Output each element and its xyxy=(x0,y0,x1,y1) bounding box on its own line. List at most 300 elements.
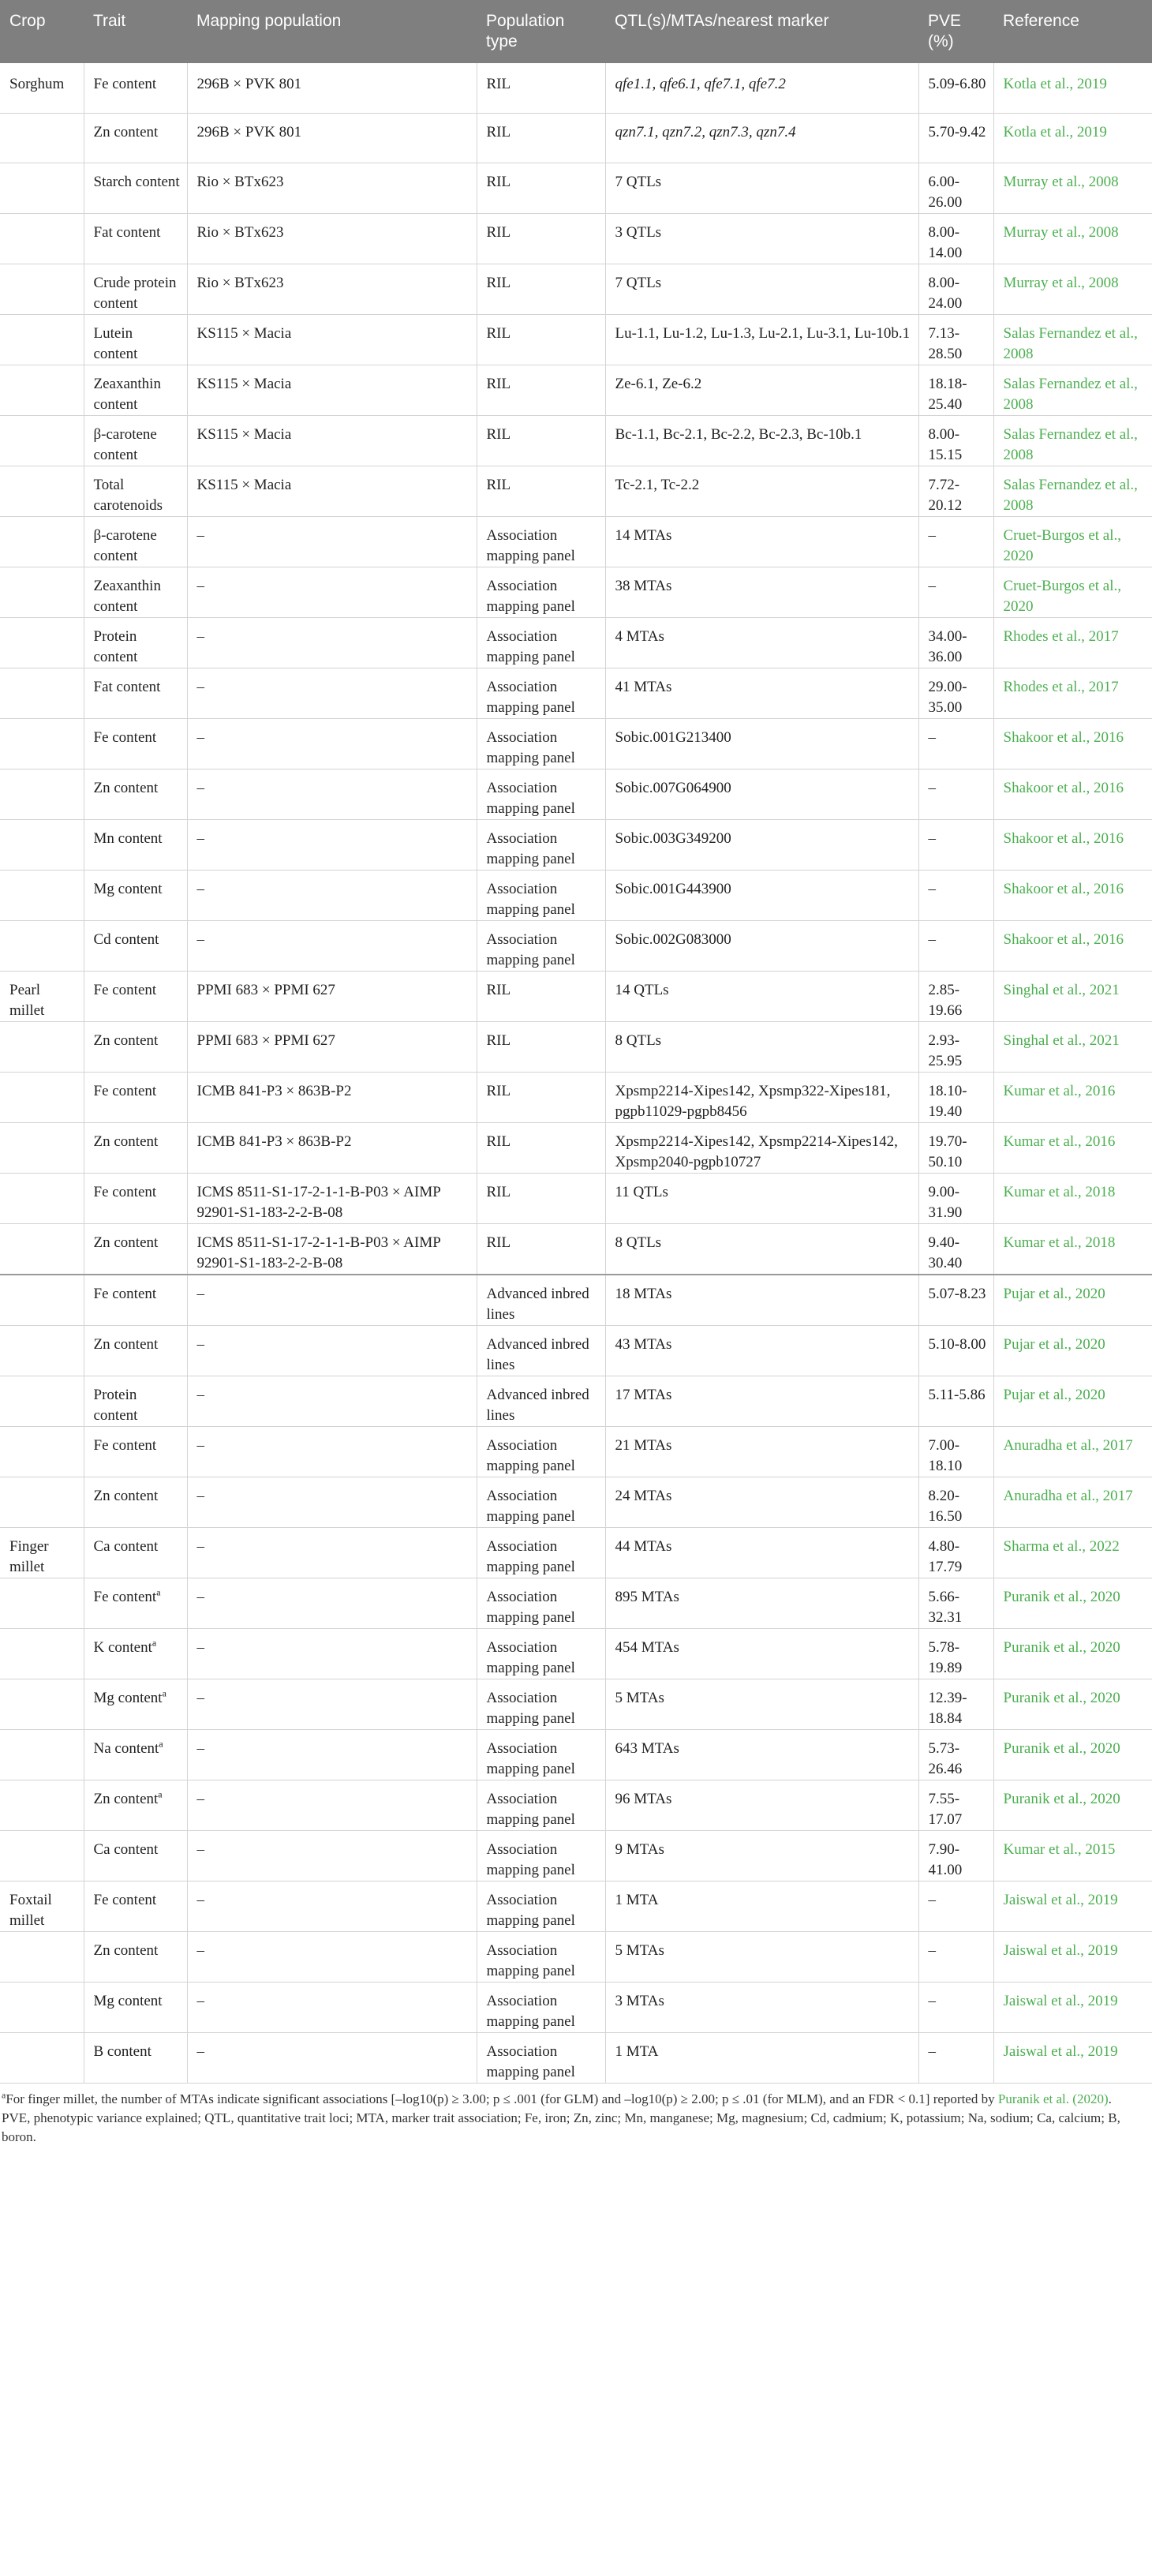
reference-link[interactable]: Rhodes et al., 2017 xyxy=(993,617,1152,668)
crop-cell xyxy=(0,1325,84,1376)
trait-label: B content xyxy=(93,2042,151,2060)
table-row xyxy=(0,1729,1152,1780)
trait-cell xyxy=(84,1021,187,1072)
population-type-cell: Association mapping panel xyxy=(477,1780,605,1830)
trait-cell xyxy=(84,113,187,163)
table-row xyxy=(0,668,1152,718)
footnote-marker: a xyxy=(156,1586,161,1598)
reference-link[interactable]: Anuradha et al., 2017 xyxy=(993,1477,1152,1527)
crop-cell xyxy=(0,769,84,819)
reference-link[interactable]: Puranik et al., 2020 xyxy=(993,1729,1152,1780)
mapping-population-cell: – xyxy=(187,1679,477,1729)
pve-cell: 4.80-17.79 xyxy=(918,1527,993,1578)
qtl-cell: Xpsmp2214-Xipes142, Xpsmp2214-Xipes142, Xpsmp2040-pgpb10727 xyxy=(605,1122,918,1173)
reference-link[interactable]: Anuradha et al., 2017 xyxy=(993,1426,1152,1477)
trait-label: Ca content xyxy=(93,1537,159,1555)
trait-label: Ca content xyxy=(93,1840,159,1858)
pve-cell: 7.00-18.10 xyxy=(918,1426,993,1477)
reference-link[interactable]: Cruet-Burgos et al., 2020 xyxy=(993,567,1152,617)
footnote-a-text: For finger millet, the number of MTAs indicate significant associations [–log10(p) ≥ 3.00; p ≤ .001 (for GLM) and –log10(p) ≥ 2.00; p ≤ .01 (for MLM), and an FDR < 0.1] reported by xyxy=(6,2091,998,2106)
trait-cell xyxy=(84,1275,187,1326)
mapping-population-cell: KS115 × Macia xyxy=(187,314,477,365)
trait-cell xyxy=(84,1679,187,1729)
trait-label: Zeaxanthin content xyxy=(93,375,161,413)
mapping-population-cell: – xyxy=(187,2032,477,2083)
table-row xyxy=(0,1275,1152,1326)
mapping-population-cell: 296B × PVK 801 xyxy=(187,113,477,163)
mapping-population-cell: – xyxy=(187,769,477,819)
table-row xyxy=(0,819,1152,870)
crop-cell xyxy=(0,1628,84,1679)
population-type-cell: RIL xyxy=(477,1021,605,1072)
pve-cell: – xyxy=(918,1931,993,1982)
trait-label: Zn content xyxy=(93,1133,159,1150)
population-type-cell: RIL xyxy=(477,466,605,516)
crop-cell: Foxtail millet xyxy=(0,1881,84,1931)
trait-label: Zn content xyxy=(93,1032,159,1049)
crop-cell xyxy=(0,1982,84,2032)
trait-cell xyxy=(84,1072,187,1122)
header-qtl: QTL(s)/MTAs/nearest marker xyxy=(615,12,829,30)
trait-cell xyxy=(84,213,187,264)
population-type-cell: RIL xyxy=(477,63,605,113)
trait-label: Zn content xyxy=(93,1487,159,1504)
trait-cell xyxy=(84,668,187,718)
mapping-population-cell: – xyxy=(187,1881,477,1931)
trait-cell xyxy=(84,314,187,365)
population-type-cell: RIL xyxy=(477,1223,605,1275)
mapping-population-cell: – xyxy=(187,1527,477,1578)
footnote-marker: a xyxy=(159,1738,163,1750)
reference-link[interactable]: Puranik et al., 2020 xyxy=(993,1578,1152,1628)
crop-cell xyxy=(0,1173,84,1223)
trait-cell xyxy=(84,1931,187,1982)
table-row xyxy=(0,1982,1152,2032)
header-crop: Crop xyxy=(9,12,46,30)
table-row xyxy=(0,1527,1152,1578)
footnote-a-reference-link[interactable]: Puranik et al. (2020) xyxy=(997,2091,1109,2106)
reference-link[interactable]: Sharma et al., 2022 xyxy=(993,1527,1152,1578)
qtl-cell: 21 MTAs xyxy=(605,1426,918,1477)
qtl-cell: 44 MTAs xyxy=(605,1527,918,1578)
crop-cell xyxy=(0,516,84,567)
reference-link[interactable]: Jaiswal et al., 2019 xyxy=(993,2032,1152,2083)
trait-label: Cd content xyxy=(93,930,159,948)
population-type-cell: Association mapping panel xyxy=(477,516,605,567)
crop-cell xyxy=(0,415,84,466)
mapping-population-cell: Rio × BTx623 xyxy=(187,264,477,314)
trait-cell xyxy=(84,870,187,920)
population-type-cell: RIL xyxy=(477,1173,605,1223)
table-row xyxy=(0,617,1152,668)
trait-label: Mg content xyxy=(93,880,163,897)
population-type-cell: Association mapping panel xyxy=(477,1426,605,1477)
reference-link[interactable]: Kotla et al., 2019 xyxy=(993,113,1152,163)
pve-cell: 8.20-16.50 xyxy=(918,1477,993,1527)
trait-cell xyxy=(84,1173,187,1223)
trait-label: Crude protein content xyxy=(93,274,177,312)
crop-cell xyxy=(0,314,84,365)
trait-cell xyxy=(84,1223,187,1275)
qtl-cell: qfe1.1, qfe6.1, qfe7.1, qfe7.2 xyxy=(605,63,918,113)
footnote-marker: a xyxy=(151,1637,157,1649)
crop-cell xyxy=(0,1729,84,1780)
mapping-population-cell: Rio × BTx623 xyxy=(187,163,477,213)
qtl-cell: 643 MTAs xyxy=(605,1729,918,1780)
pve-cell: 5.66-32.31 xyxy=(918,1578,993,1628)
reference-link[interactable]: Kumar et al., 2016 xyxy=(993,1122,1152,1173)
reference-link[interactable]: Puranik et al., 2020 xyxy=(993,1780,1152,1830)
crop-cell xyxy=(0,365,84,415)
mapping-population-cell: ICMB 841-P3 × 863B-P2 xyxy=(187,1122,477,1173)
reference-link[interactable]: Salas Fernandez et al., 2008 xyxy=(993,466,1152,516)
trait-cell xyxy=(84,1376,187,1426)
pve-cell: 5.10-8.00 xyxy=(918,1325,993,1376)
population-type-cell: RIL xyxy=(477,365,605,415)
crop-cell xyxy=(0,1780,84,1830)
table-row xyxy=(0,1426,1152,1477)
population-type-cell: Association mapping panel xyxy=(477,668,605,718)
population-type-cell: Association mapping panel xyxy=(477,1578,605,1628)
pve-cell: 18.10-19.40 xyxy=(918,1072,993,1122)
reference-link[interactable]: Salas Fernandez et al., 2008 xyxy=(993,415,1152,466)
mapping-population-cell: PPMI 683 × PPMI 627 xyxy=(187,1021,477,1072)
pve-cell: 8.00-24.00 xyxy=(918,264,993,314)
trait-label: Zn content xyxy=(93,1941,159,1959)
population-type-cell: RIL xyxy=(477,1072,605,1122)
reference-link[interactable]: Murray et al., 2008 xyxy=(993,163,1152,213)
trait-label: Mg content xyxy=(93,1992,163,2009)
trait-label: Fe content xyxy=(93,981,157,998)
trait-label: β-carotene content xyxy=(93,526,157,564)
reference-link[interactable]: Murray et al., 2008 xyxy=(993,264,1152,314)
trait-cell xyxy=(84,264,187,314)
reference-link[interactable]: Singhal et al., 2021 xyxy=(993,971,1152,1021)
mapping-population-cell: – xyxy=(187,1729,477,1780)
header-population-type: Population type xyxy=(486,12,565,51)
trait-cell xyxy=(84,819,187,870)
trait-cell xyxy=(84,567,187,617)
trait-label: Zn content xyxy=(93,779,159,796)
pve-cell: – xyxy=(918,1982,993,2032)
table-row xyxy=(0,264,1152,314)
qtl-cell: 3 MTAs xyxy=(605,1982,918,2032)
trait-label: Zn content xyxy=(93,123,159,140)
trait-label: Fe content xyxy=(93,1588,157,1605)
pve-cell: – xyxy=(918,516,993,567)
mapping-population-cell: – xyxy=(187,617,477,668)
pve-cell: – xyxy=(918,769,993,819)
trait-label: Protein content xyxy=(93,1386,138,1424)
reference-link[interactable]: Salas Fernandez et al., 2008 xyxy=(993,314,1152,365)
crop-cell xyxy=(0,1072,84,1122)
population-type-cell: Advanced inbred lines xyxy=(477,1275,605,1326)
qtl-cell: Tc-2.1, Tc-2.2 xyxy=(605,466,918,516)
table-row xyxy=(0,1628,1152,1679)
trait-cell xyxy=(84,63,187,113)
population-type-cell: Association mapping panel xyxy=(477,920,605,971)
crop-cell xyxy=(0,1477,84,1527)
trait-label: Protein content xyxy=(93,627,138,665)
population-type-cell: Association mapping panel xyxy=(477,617,605,668)
footnote-abbreviations: PVE, phenotypic variance explained; QTL, quantitative trait loci; MTA, marker trait association; Fe, iron; Zn, zinc; Mn, manganese; Mg, magnesium; Cd, cadmium; K, potassium; Na, sodium; Ca, calcium; B, boron. xyxy=(2,2110,1120,2144)
qtl-cell: 17 MTAs xyxy=(605,1376,918,1426)
trait-label: Total carotenoids xyxy=(93,476,163,514)
table-row xyxy=(0,567,1152,617)
table-row xyxy=(0,365,1152,415)
qtl-cell: 7 QTLs xyxy=(605,264,918,314)
crop-cell xyxy=(0,1223,84,1275)
reference-link[interactable]: Kumar et al., 2018 xyxy=(993,1223,1152,1275)
trait-cell xyxy=(84,769,187,819)
qtl-cell: Lu-1.1, Lu-1.2, Lu-1.3, Lu-2.1, Lu-3.1, Lu-10b.1 xyxy=(605,314,918,365)
population-type-cell: Advanced inbred lines xyxy=(477,1376,605,1426)
population-type-cell: Association mapping panel xyxy=(477,1729,605,1780)
mapping-population-cell: 296B × PVK 801 xyxy=(187,63,477,113)
mapping-population-cell: Rio × BTx623 xyxy=(187,213,477,264)
table-row xyxy=(0,920,1152,971)
qtl-cell: qzn7.1, qzn7.2, qzn7.3, qzn7.4 xyxy=(605,113,918,163)
reference-link[interactable]: Rhodes et al., 2017 xyxy=(993,668,1152,718)
reference-link[interactable]: Shakoor et al., 2016 xyxy=(993,718,1152,769)
trait-cell xyxy=(84,1527,187,1578)
population-type-cell: Association mapping panel xyxy=(477,769,605,819)
mapping-population-cell: – xyxy=(187,870,477,920)
qtl-cell: 14 MTAs xyxy=(605,516,918,567)
trait-label: Starch content xyxy=(93,173,180,190)
trait-cell xyxy=(84,163,187,213)
table-row xyxy=(0,63,1152,113)
trait-label: Na content xyxy=(93,1739,159,1757)
table-row xyxy=(0,516,1152,567)
table-body xyxy=(0,63,1152,2083)
reference-link[interactable]: Kumar et al., 2018 xyxy=(993,1173,1152,1223)
table-row xyxy=(0,1931,1152,1982)
trait-cell xyxy=(84,1122,187,1173)
trait-label: Mn content xyxy=(93,829,163,847)
population-type-cell: Association mapping panel xyxy=(477,1830,605,1881)
trait-cell xyxy=(84,466,187,516)
table-row xyxy=(0,1072,1152,1122)
qtl-cell: 8 QTLs xyxy=(605,1223,918,1275)
table-row xyxy=(0,1122,1152,1173)
population-type-cell: Association mapping panel xyxy=(477,1477,605,1527)
population-type-cell: RIL xyxy=(477,415,605,466)
qtl-cell: Sobic.003G349200 xyxy=(605,819,918,870)
table-row xyxy=(0,163,1152,213)
mapping-population-cell: – xyxy=(187,819,477,870)
crop-cell xyxy=(0,1275,84,1326)
reference-link[interactable]: Cruet-Burgos et al., 2020 xyxy=(993,516,1152,567)
pve-cell: 5.70-9.42 xyxy=(918,113,993,163)
trait-label: Fe content xyxy=(93,728,157,746)
qtl-cell: 9 MTAs xyxy=(605,1830,918,1881)
mapping-population-cell: KS115 × Macia xyxy=(187,466,477,516)
reference-link[interactable]: Shakoor et al., 2016 xyxy=(993,920,1152,971)
table-row xyxy=(0,2032,1152,2083)
mapping-population-cell: – xyxy=(187,1275,477,1326)
crop-cell: Finger millet xyxy=(0,1527,84,1578)
pve-cell: 5.11-5.86 xyxy=(918,1376,993,1426)
population-type-cell: RIL xyxy=(477,314,605,365)
reference-link[interactable]: Puranik et al., 2020 xyxy=(993,1628,1152,1679)
mapping-population-cell: – xyxy=(187,516,477,567)
qtl-cell: Bc-1.1, Bc-2.1, Bc-2.2, Bc-2.3, Bc-10b.1 xyxy=(605,415,918,466)
reference-link[interactable]: Pujar et al., 2020 xyxy=(993,1325,1152,1376)
trait-cell xyxy=(84,1426,187,1477)
qtl-cell: Sobic.001G213400 xyxy=(605,718,918,769)
trait-cell xyxy=(84,617,187,668)
footnotes xyxy=(0,2084,1152,2147)
pve-cell: 7.55-17.07 xyxy=(918,1780,993,1830)
trait-cell xyxy=(84,971,187,1021)
crop-cell xyxy=(0,1578,84,1628)
trait-label: Fe content xyxy=(93,1436,157,1454)
pve-cell: – xyxy=(918,819,993,870)
header-mapping-population: Mapping population xyxy=(196,12,342,30)
pve-cell: 2.93-25.95 xyxy=(918,1021,993,1072)
table-row xyxy=(0,870,1152,920)
trait-label: Fat content xyxy=(93,678,161,695)
mapping-population-cell: – xyxy=(187,1376,477,1426)
reference-link[interactable]: Shakoor et al., 2016 xyxy=(993,870,1152,920)
mapping-population-cell: ICMS 8511-S1-17-2-1-1-B-P03 × AIMP 92901-S1-183-2-2-B-08 xyxy=(187,1173,477,1223)
qtl-cell: 11 QTLs xyxy=(605,1173,918,1223)
reference-link[interactable]: Murray et al., 2008 xyxy=(993,213,1152,264)
crop-cell xyxy=(0,668,84,718)
pve-cell: 5.78-19.89 xyxy=(918,1628,993,1679)
table-row xyxy=(0,1780,1152,1830)
qtl-cell: 5 MTAs xyxy=(605,1679,918,1729)
crop-cell xyxy=(0,1122,84,1173)
pve-cell: 5.73-26.46 xyxy=(918,1729,993,1780)
reference-link[interactable]: Jaiswal et al., 2019 xyxy=(993,1982,1152,2032)
table-row xyxy=(0,1679,1152,1729)
population-type-cell: Advanced inbred lines xyxy=(477,1325,605,1376)
reference-link[interactable]: Puranik et al., 2020 xyxy=(993,1679,1152,1729)
pve-cell: – xyxy=(918,870,993,920)
trait-cell xyxy=(84,1729,187,1780)
trait-label: β-carotene content xyxy=(93,425,157,463)
trait-label: Mg content xyxy=(93,1689,163,1706)
table-row xyxy=(0,466,1152,516)
trait-cell xyxy=(84,1477,187,1527)
reference-link[interactable]: Salas Fernandez et al., 2008 xyxy=(993,365,1152,415)
table-row xyxy=(0,769,1152,819)
trait-cell xyxy=(84,1830,187,1881)
population-type-cell: RIL xyxy=(477,213,605,264)
table-row xyxy=(0,1376,1152,1426)
reference-link[interactable]: Jaiswal et al., 2019 xyxy=(993,1931,1152,1982)
table-row xyxy=(0,314,1152,365)
trait-cell xyxy=(84,1628,187,1679)
population-type-cell: Association mapping panel xyxy=(477,2032,605,2083)
qtl-cell: 41 MTAs xyxy=(605,668,918,718)
mapping-population-cell: ICMS 8511-S1-17-2-1-1-B-P03 × AIMP 92901-S1-183-2-2-B-08 xyxy=(187,1223,477,1275)
mapping-population-cell: – xyxy=(187,1325,477,1376)
mapping-population-cell: – xyxy=(187,1982,477,2032)
pve-cell: 5.07-8.23 xyxy=(918,1275,993,1326)
crop-cell xyxy=(0,819,84,870)
qtl-cell: 895 MTAs xyxy=(605,1578,918,1628)
reference-link[interactable]: Kotla et al., 2019 xyxy=(993,63,1152,113)
trait-label: Lutein content xyxy=(93,324,138,362)
trait-cell xyxy=(84,718,187,769)
crop-cell xyxy=(0,113,84,163)
crop-cell xyxy=(0,264,84,314)
qtl-cell: 18 MTAs xyxy=(605,1275,918,1326)
mapping-population-cell: – xyxy=(187,668,477,718)
table-row xyxy=(0,1325,1152,1376)
crop-cell xyxy=(0,870,84,920)
qtl-cell: Ze-6.1, Ze-6.2 xyxy=(605,365,918,415)
table-row xyxy=(0,1477,1152,1527)
trait-cell xyxy=(84,920,187,971)
trait-label: Fe content xyxy=(93,1183,157,1200)
mapping-population-cell: – xyxy=(187,567,477,617)
reference-link[interactable]: Shakoor et al., 2016 xyxy=(993,769,1152,819)
table-header xyxy=(0,0,1152,63)
footnote-marker: a xyxy=(162,1687,166,1699)
reference-link[interactable]: Pujar et al., 2020 xyxy=(993,1376,1152,1426)
footnote-a-marker: a xyxy=(2,2088,6,2100)
table-row xyxy=(0,415,1152,466)
header-reference: Reference xyxy=(1003,12,1079,30)
reference-link[interactable]: Kumar et al., 2016 xyxy=(993,1072,1152,1122)
qtl-cell: 96 MTAs xyxy=(605,1780,918,1830)
pve-cell: 29.00-35.00 xyxy=(918,668,993,718)
header-pve: PVE (%) xyxy=(928,12,962,51)
pve-cell: – xyxy=(918,920,993,971)
reference-link[interactable]: Shakoor et al., 2016 xyxy=(993,819,1152,870)
pve-cell: 9.40-30.40 xyxy=(918,1223,993,1275)
reference-link[interactable]: Jaiswal et al., 2019 xyxy=(993,1881,1152,1931)
trait-cell xyxy=(84,415,187,466)
population-type-cell: RIL xyxy=(477,264,605,314)
footnote-marker: a xyxy=(158,1788,163,1800)
population-type-cell: RIL xyxy=(477,113,605,163)
pve-cell: 5.09-6.80 xyxy=(918,63,993,113)
pve-cell: 7.90-41.00 xyxy=(918,1830,993,1881)
pve-cell: 7.72-20.12 xyxy=(918,466,993,516)
mapping-population-cell: – xyxy=(187,1830,477,1881)
trait-label: Fe content xyxy=(93,1285,157,1302)
qtl-cell: 8 QTLs xyxy=(605,1021,918,1072)
table-row xyxy=(0,1830,1152,1881)
mapping-population-cell: – xyxy=(187,718,477,769)
table-row xyxy=(0,1021,1152,1072)
qtl-cell: Sobic.001G443900 xyxy=(605,870,918,920)
pve-cell: – xyxy=(918,1881,993,1931)
population-type-cell: Association mapping panel xyxy=(477,1881,605,1931)
reference-link[interactable]: Kumar et al., 2015 xyxy=(993,1830,1152,1881)
crop-cell xyxy=(0,1376,84,1426)
mapping-population-cell: ICMB 841-P3 × 863B-P2 xyxy=(187,1072,477,1122)
table-row xyxy=(0,1881,1152,1931)
population-type-cell: RIL xyxy=(477,1122,605,1173)
pve-cell: 9.00-31.90 xyxy=(918,1173,993,1223)
crop-cell xyxy=(0,567,84,617)
trait-label: Zn content xyxy=(93,1234,159,1251)
table-row xyxy=(0,1578,1152,1628)
trait-label: Fe content xyxy=(93,1082,157,1099)
reference-link[interactable]: Singhal et al., 2021 xyxy=(993,1021,1152,1072)
crop-cell xyxy=(0,1021,84,1072)
trait-label: K content xyxy=(93,1638,152,1656)
population-type-cell: Association mapping panel xyxy=(477,819,605,870)
reference-link[interactable]: Pujar et al., 2020 xyxy=(993,1275,1152,1326)
header-trait: Trait xyxy=(93,12,126,30)
